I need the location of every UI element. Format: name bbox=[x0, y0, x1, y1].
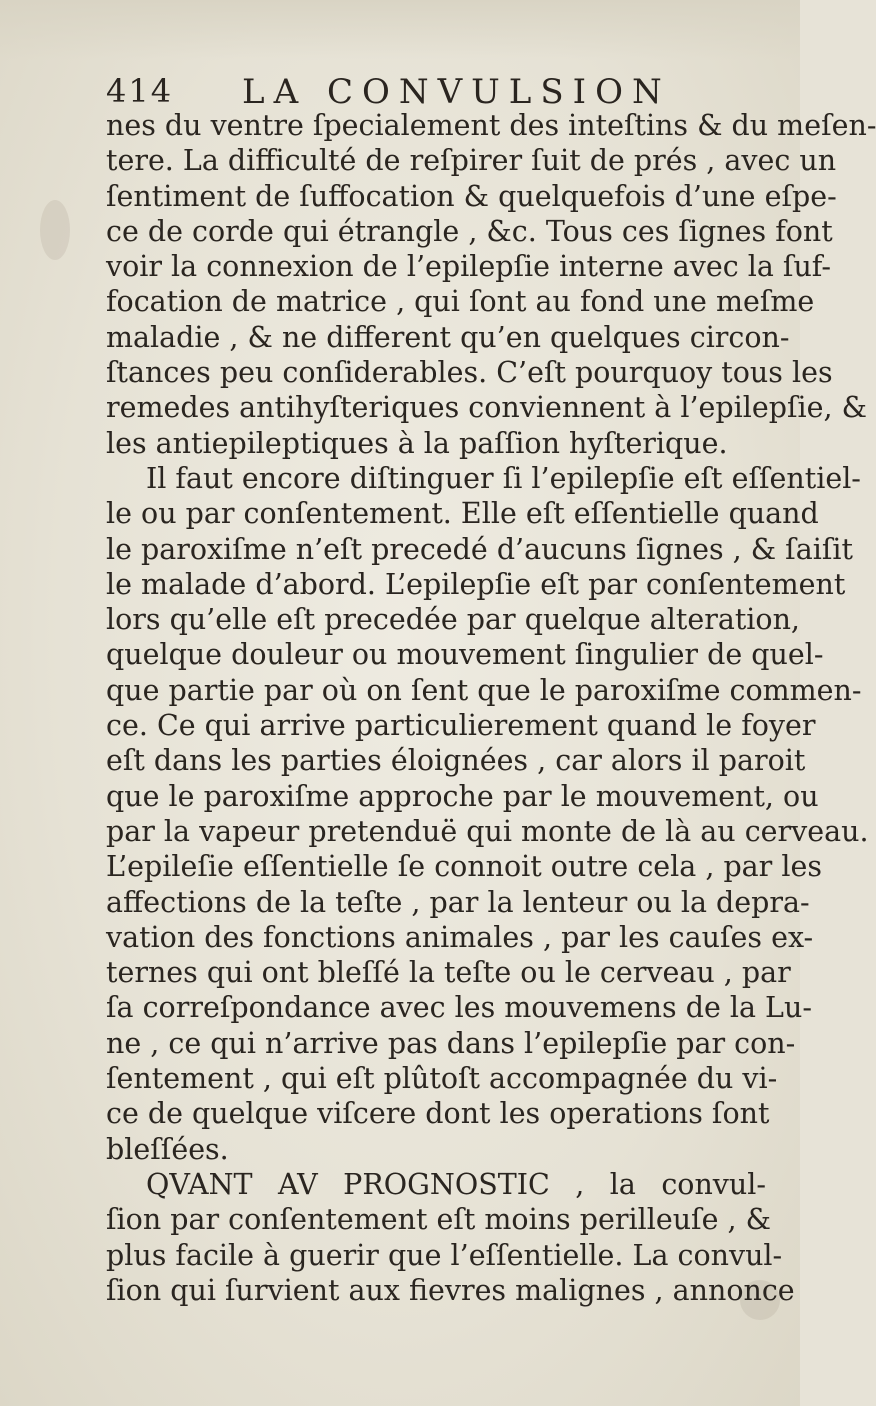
text-line: ſtances peu conſiderables. C’eſt pourquoy tous les bbox=[106, 356, 833, 390]
text-line: ſion par conſentement eſt moins perilleuſe , & bbox=[106, 1203, 772, 1237]
text-line: par la vapeur pretenduë qui monte de là au cerveau. bbox=[106, 814, 869, 848]
text-line: bleſſées. bbox=[106, 1132, 229, 1166]
text-line: le paroxiſme n’eſt precedé d’aucuns ſignes , & ſaiſit bbox=[106, 532, 853, 566]
text-line: maladie , & ne different qu’en quelques circon- bbox=[106, 320, 790, 354]
body-text bbox=[106, 108, 876, 1308]
text-line: affections de la teſte , par la lenteur ou la depra- bbox=[106, 885, 810, 919]
text-line: eſt dans les parties éloignées , car alors il paroit bbox=[106, 744, 806, 778]
text-line: que le paroxiſme approche par le mouvement, ou bbox=[106, 779, 819, 813]
text-line: quelque douleur ou mouvement ſingulier de quel- bbox=[106, 638, 824, 672]
text-line: vation des fonctions animales , par les cauſes ex- bbox=[106, 920, 814, 954]
text-line: voir la connexion de l’epilepſie interne avec la ſuf- bbox=[106, 250, 831, 284]
text-line: ſentiment de ſuffocation & quelquefois d’une eſpe- bbox=[106, 179, 837, 213]
text-line: que partie par où on ſent que le paroxiſme commen- bbox=[106, 673, 862, 707]
text-line: le ou par conſentement. Elle eſt eſſentielle quand bbox=[106, 497, 819, 531]
page-top-shadow bbox=[0, 0, 800, 60]
text-line: remedes antihyſteriques conviennent à l’epilepſie, & bbox=[106, 391, 867, 425]
paragraph-start-line: Il faut encore diſtinguer ſi l’epilepſie eſt eſſentiel- bbox=[146, 461, 861, 495]
text-line: les antiepileptiques à la paſſion hyſterique. bbox=[106, 426, 728, 460]
text-line: ne , ce qui n’arrive pas dans l’epilepſie par con- bbox=[106, 1026, 796, 1060]
text-line: tere. La difficulté de reſpirer ſuit de prés , avec un bbox=[106, 144, 837, 178]
text-line: ternes qui ont bleſſé la teſte ou le cerveau , par bbox=[106, 956, 791, 990]
text-line: ſentement , qui eſt plûtoſt accompagnée du vi- bbox=[106, 1062, 778, 1096]
text-line: ce de quelque viſcere dont les operations ſont bbox=[106, 1097, 770, 1131]
text-line: focation de matrice , qui ſont au fond une meſme bbox=[106, 285, 815, 319]
paragraph-start-line: QVANT AV PROGNOSTIC , la convul- bbox=[146, 1167, 766, 1201]
text-line: nes du ventre ſpecialement des inteſtins & du meſen- bbox=[106, 109, 876, 142]
text-line: le malade d’abord. L’epilepſie eſt par conſentement bbox=[106, 567, 846, 601]
page-number: 414 bbox=[106, 72, 174, 110]
running-title: LA CONVULSION bbox=[242, 72, 671, 112]
text-line: ſion qui ſurvient aux fievres malignes , annonce bbox=[106, 1273, 795, 1307]
text-line: L’epileſie eſſentielle ſe connoit outre cela , par les bbox=[106, 850, 822, 884]
text-line: lors qu’elle eſt precedée par quelque alteration, bbox=[106, 603, 800, 637]
text-line: ce de corde qui étrangle , &c. Tous ces ſignes font bbox=[106, 214, 833, 248]
text-line: ce. Ce qui arrive particulierement quand le foyer bbox=[106, 709, 816, 743]
text-line: ſa correſpondance avec les mouvemens de la Lu- bbox=[106, 991, 812, 1025]
text-line: plus facile à guerir que l’eſſentielle. La convul- bbox=[106, 1238, 783, 1272]
paper-stain bbox=[40, 200, 70, 260]
